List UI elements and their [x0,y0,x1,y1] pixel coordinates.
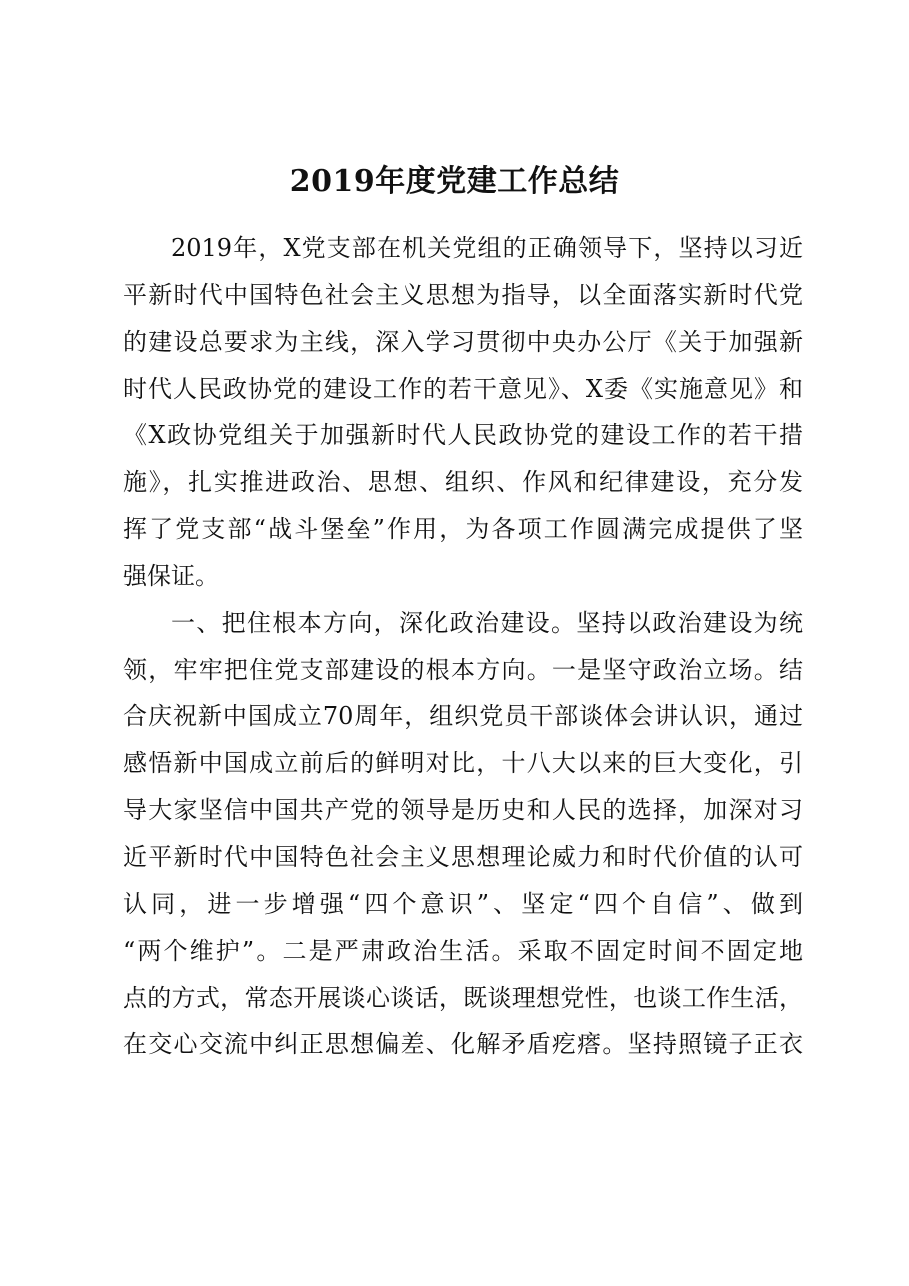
text-line: 一、把住根本方向，深化政治建设。坚持以政治建设为统 [171,608,803,637]
text-line: 施》，扎实推进政治、思想、组织、作风和纪律建设，充分发 [123,468,803,497]
text-line: 合庆祝新中国成立70周年，组织党员干部谈体会讲认识，通过 [123,702,803,731]
text-line: 的建设总要求为主线，深入学习贯彻中央办公厅《关于加强新 [123,327,803,356]
text-line: 感悟新中国成立前后的鲜明对比，十八大以来的巨大变化，引 [123,749,803,778]
text-line: 认同，进一步增强“四个意识”、坚定“四个自信”、做到 [123,889,803,918]
text-line: 《X政协党组关于加强新时代人民政协党的建设工作的若干措 [123,421,803,450]
text-line: 近平新时代中国特色社会主义思想理论威力和时代价值的认可 [123,842,803,871]
text-line: 平新时代中国特色社会主义思想为指导，以全面落实新时代党 [123,280,803,309]
text-line: 2019年，X党支部在机关党组的正确领导下，坚持以习近 [171,234,803,262]
document-body [123,225,803,1068]
text-line: “两个维护”。二是严肃政治生活。采取不固定时间不固定地 [123,936,803,965]
text-line: 在交心交流中纠正思想偏差、化解矛盾疙瘩。坚持照镜子正衣 [123,1030,803,1059]
document-title: 2019年度党建工作总结 [289,164,620,199]
text-line: 导大家坚信中国共产党的领导是历史和人民的选择，加深对习 [123,796,803,825]
text-line: 时代人民政协党的建设工作的若干意见》、X委《实施意见》和 [123,374,803,403]
text-line: 领，牢牢把住党支部建设的根本方向。一是坚守政治立场。结 [123,655,803,684]
text-line: 点的方式，常态开展谈心谈话，既谈理想党性，也谈工作生活， [123,983,803,1012]
text-line: 挥了党支部“战斗堡垒”作用，为各项工作圆满完成提供了坚 [123,515,803,544]
text-line: 强保证。 [123,561,219,590]
